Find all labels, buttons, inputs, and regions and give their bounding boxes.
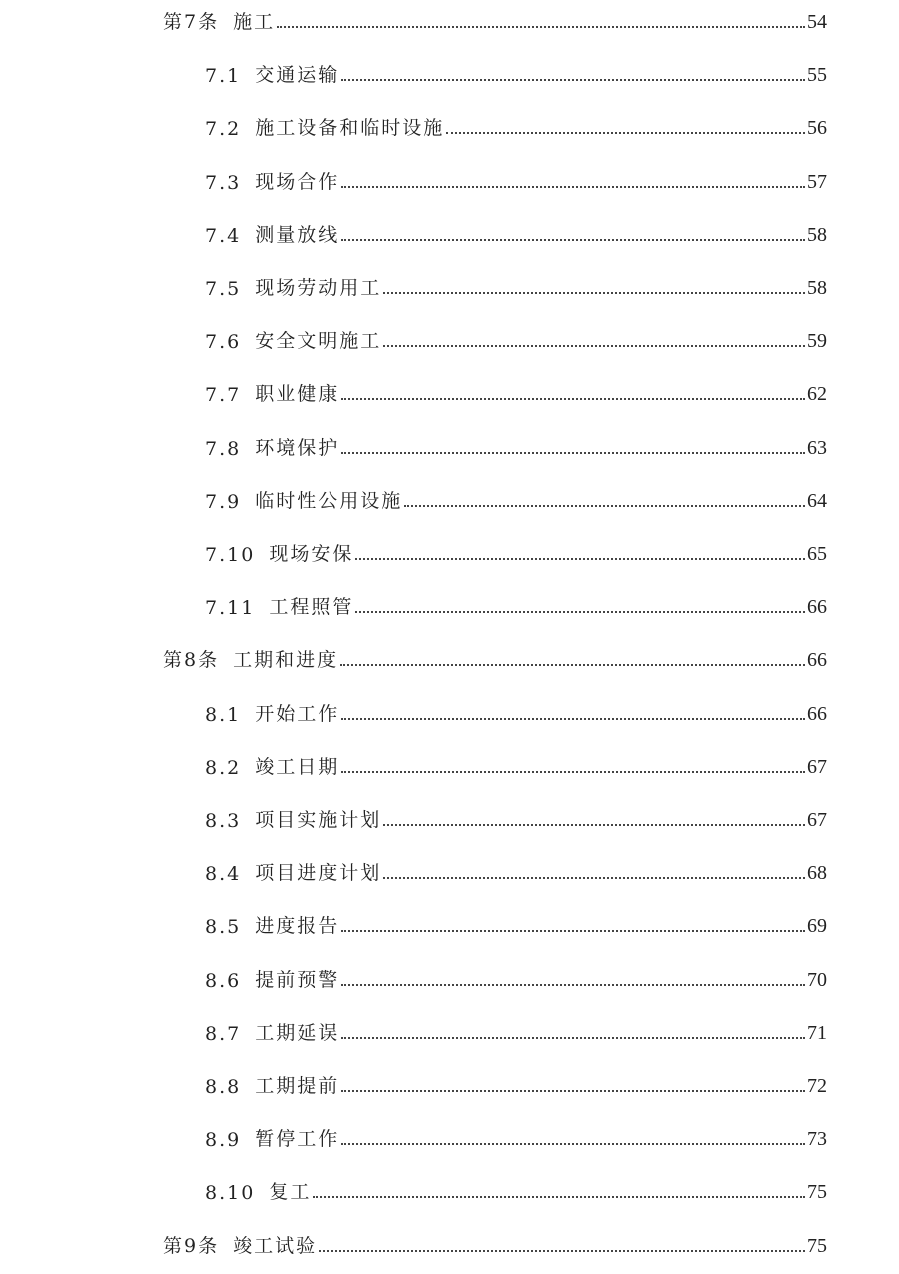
toc-entry-page-number: 58 [807,224,827,246]
toc-section-entry[interactable] [205,696,827,726]
toc-entry-title: 工期和进度 [233,649,339,671]
toc-section-entry[interactable] [205,164,827,194]
toc-entry-page-number: 59 [807,330,827,352]
toc-entry-page-number: 57 [807,171,827,193]
toc-entry-page-number: 66 [807,703,827,725]
toc-section-entry[interactable] [205,1015,827,1045]
toc-entry-title: 施工设备和临时设施 [255,117,445,139]
toc-dot-leader [341,186,805,188]
toc-entry-page-number: 71 [807,1022,827,1044]
toc-section-entry[interactable] [205,217,827,247]
toc-entry-number: 7.7 [205,384,242,406]
toc-dot-leader [340,664,805,666]
toc-entry-number: 8.1 [205,704,242,726]
toc-entry-number: 7.6 [205,331,242,353]
toc-entry-page-number: 67 [807,809,827,831]
toc-dot-leader [341,930,805,932]
toc-dot-leader [277,26,805,28]
toc-entry-page-number: 54 [807,11,827,33]
toc-entry-number: 8.8 [205,1076,242,1098]
toc-entry-title: 安全文明施工 [255,330,382,352]
toc-entry-title: 项目实施计划 [255,809,382,831]
toc-entry-page-number: 55 [807,64,827,86]
toc-entry-page-number: 62 [807,383,827,405]
toc-section-entry[interactable] [205,589,827,619]
toc-entry-page-number: 75 [807,1235,827,1257]
toc-entry-title: 工程照管 [269,596,354,618]
toc-dot-leader [341,1037,805,1039]
toc-section-entry[interactable] [205,802,827,832]
toc-section-entry[interactable] [205,908,827,938]
toc-section-entry[interactable] [205,110,827,140]
toc-entry-number: 7.2 [205,118,242,140]
toc-entry-number: 7.1 [205,65,242,87]
toc-dot-leader [341,452,805,454]
toc-entry-number: 8.10 [205,1182,256,1204]
toc-section-entry[interactable] [205,483,827,513]
toc-entry-number: 7.9 [205,491,242,513]
toc-entry-number: 第8条 [163,649,220,671]
toc-entry-title: 测量放线 [255,224,340,246]
toc-dot-leader [341,771,805,773]
toc-entry-page-number: 69 [807,915,827,937]
toc-chapter-entry[interactable] [163,4,827,34]
toc-section-entry[interactable] [205,855,827,885]
toc-section-entry[interactable] [205,57,827,87]
toc-entry-title: 竣工试验 [233,1235,318,1257]
toc-entry-page-number: 66 [807,649,827,671]
toc-dot-leader [341,1090,805,1092]
toc-dot-leader [319,1250,805,1252]
toc-entry-title: 暂停工作 [255,1128,340,1150]
toc-section-entry[interactable] [205,749,827,779]
toc-dot-leader [383,824,805,826]
toc-dot-leader [341,398,805,400]
toc-section-entry[interactable] [205,1068,827,1098]
toc-dot-leader [341,1143,805,1145]
toc-dot-leader [341,718,805,720]
toc-entry-title: 复工 [269,1181,312,1203]
toc-chapter-entry[interactable] [163,642,827,672]
toc-entry-title: 开始工作 [255,703,340,725]
toc-entry-title: 交通运输 [255,64,340,86]
toc-dot-leader [383,877,805,879]
toc-entry-title: 临时性公用设施 [255,490,403,512]
toc-entry-number: 7.3 [205,172,242,194]
toc-dot-leader [341,79,805,81]
toc-entry-number: 7.4 [205,225,242,247]
toc-entry-title: 项目进度计划 [255,862,382,884]
toc-dot-leader [355,558,805,560]
toc-entry-page-number: 66 [807,596,827,618]
toc-dot-leader [446,132,805,134]
toc-entry-page-number: 67 [807,756,827,778]
toc-section-entry[interactable] [205,1121,827,1151]
toc-entry-page-number: 64 [807,490,827,512]
toc-dot-leader [313,1196,805,1198]
toc-entry-page-number: 72 [807,1075,827,1097]
toc-section-entry[interactable] [205,430,827,460]
toc-entry-number: 7.8 [205,438,242,460]
toc-entry-page-number: 63 [807,437,827,459]
toc-entry-title: 竣工日期 [255,756,340,778]
toc-dot-leader [383,345,805,347]
toc-entry-number: 8.7 [205,1023,242,1045]
toc-entry-title: 现场合作 [255,171,340,193]
toc-entry-number: 8.2 [205,757,242,779]
toc-entry-number: 8.6 [205,970,242,992]
toc-section-entry[interactable] [205,376,827,406]
toc-entry-number: 8.5 [205,916,242,938]
toc-dot-leader [383,292,805,294]
toc-entry-title: 现场安保 [269,543,354,565]
toc-entry-page-number: 65 [807,543,827,565]
toc-entry-number: 8.4 [205,863,242,885]
toc-section-entry[interactable] [205,1174,827,1204]
toc-entry-number: 7.5 [205,278,242,300]
toc-entry-page-number: 75 [807,1181,827,1203]
toc-entry-page-number: 70 [807,969,827,991]
toc-dot-leader [404,505,805,507]
toc-entry-title: 职业健康 [255,383,340,405]
toc-section-entry[interactable] [205,536,827,566]
toc-entry-page-number: 56 [807,117,827,139]
toc-dot-leader [341,984,805,986]
toc-entry-title: 工期提前 [255,1075,340,1097]
toc-section-entry[interactable] [205,323,827,353]
toc-entry-number: 第9条 [163,1235,220,1257]
toc-chapter-entry[interactable] [163,1228,827,1258]
toc-entry-page-number: 68 [807,862,827,884]
toc-entry-page-number: 73 [807,1128,827,1150]
toc-entry-title: 进度报告 [255,915,340,937]
toc-entry-number: 7.11 [205,597,256,619]
toc-entry-number: 7.10 [205,544,256,566]
toc-entry-number: 8.3 [205,810,242,832]
toc-entry-page-number: 58 [807,277,827,299]
toc-section-entry[interactable] [205,270,827,300]
toc-entry-title: 现场劳动用工 [255,277,382,299]
toc-entry-title: 提前预警 [255,969,340,991]
toc-entry-title: 施工 [233,11,276,33]
toc-dot-leader [355,611,805,613]
toc-entry-number: 8.9 [205,1129,242,1151]
toc-entry-title: 环境保护 [255,437,340,459]
toc-dot-leader [341,239,805,241]
toc-section-entry[interactable] [205,962,827,992]
toc-entry-number: 第7条 [163,11,220,33]
toc-entry-title: 工期延误 [255,1022,340,1044]
